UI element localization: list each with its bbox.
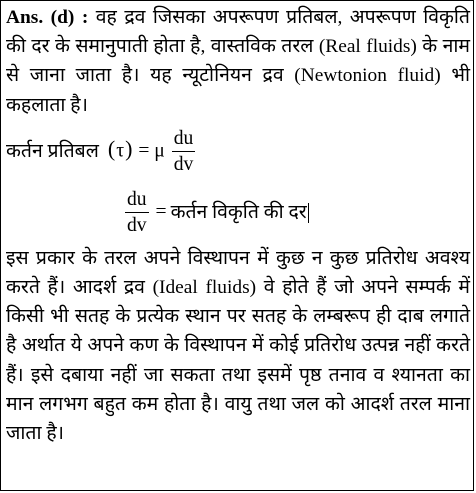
fraction-denominator: dv xyxy=(127,215,147,237)
equals-sign: = xyxy=(155,201,167,223)
answer-content xyxy=(6,3,470,448)
body-paragraph xyxy=(6,244,470,448)
answer-paragraph xyxy=(6,3,470,120)
shear-strain-rate-label: कर्तन विकृति की दर xyxy=(170,202,307,224)
shear-strain-rate-formula xyxy=(123,182,470,244)
tau-symbol: τ xyxy=(116,140,125,162)
close-paren: ) xyxy=(125,136,133,162)
body-text: इस प्रकार के तरल अपने विस्थापन में कुछ न कुछ प्रतिरोध अवश्य करते हैं। आदर्श द्रव (Ideal fluids) वे होते हैं जो अपने सम्पर्क में किसी भी सतह के प्रत्येक स्थान पर सतह के लम्बरूप ही दाब लगाते है अर्थात ये अपने कण के विस्थापन में कोई प्रतिरोध उत्पन्न नहीं करते हैं। इसे दबाया नहीं जा सकता तथा इसमें पृष्ठ तनाव व श्यानता का मान लगभग बहुत कम होता है। वायु तथा जल को आदर्श तरल माना जाता है। xyxy=(6,247,470,445)
answer-intro-text: वह द्रव जिसका अपरूपण प्रतिबल, अपरूपण विकृति की दर के समानुपाती होता है, वास्तविक तरल (Real fluids) के नाम से जाना जाता है। यह न्यूटोनियन द्रव (Newtonion fluid) भी कहलाता है। xyxy=(6,7,470,116)
mu-symbol: μ xyxy=(154,140,165,162)
answer-label: Ans. (d) : xyxy=(6,7,89,28)
text-cursor xyxy=(308,203,309,223)
fraction-denominator: dv xyxy=(173,154,194,176)
formula2-expression xyxy=(123,190,167,236)
fraction-du-dv xyxy=(172,129,196,175)
shear-stress-label: कर्तन प्रतिबल xyxy=(6,141,99,163)
open-paren: ( xyxy=(107,136,116,162)
formula1-expression xyxy=(107,129,197,175)
fraction-numerator: du xyxy=(172,129,196,153)
fraction-numerator: du xyxy=(125,190,149,214)
equals-sign: = xyxy=(138,140,150,162)
shear-stress-formula xyxy=(6,122,470,182)
fraction-du-dv xyxy=(125,190,149,236)
